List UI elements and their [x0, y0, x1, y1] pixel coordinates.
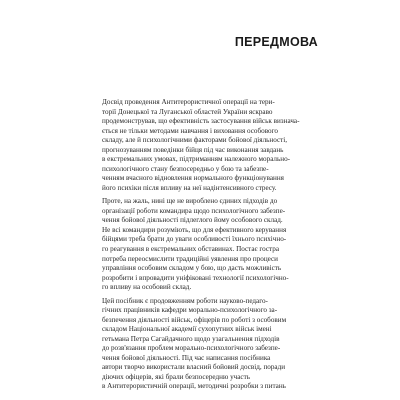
text-line: бійцями треба брати до уваги особливості їхнього психічно- [102, 235, 287, 244]
paragraph-2 [102, 197, 328, 292]
text-line: безпечення діяльності військ, офіцерів по роботі з особовим [102, 315, 287, 324]
text-line: прогнозуванням поведінки бійця під час виконання завдань [102, 145, 284, 154]
text-line: управління особовим складом у бою, що дасть можливість [102, 264, 282, 273]
text-line: гічних працівників кафедри морально-психологічного за- [102, 306, 278, 315]
body-text [102, 98, 328, 392]
text-line: в екстремальних умовах, підтриманням належного морально- [102, 155, 291, 164]
text-line: розробити і впровадити уніфіковані технології психологічно- [102, 273, 289, 282]
text-line: потреба переосмислити традиційні уявлення про процеси [102, 254, 278, 263]
text-line: чення бойової діяльності підлеглого йому особового склад. [102, 216, 283, 225]
text-line: організації роботи командира щодо психологічного забезпе- [102, 206, 286, 215]
text-line: Не всі командири розуміють, що для ефективного керування [102, 225, 287, 234]
text-line: до розв'язання проблем морально-психологічного забезпе- [102, 344, 281, 353]
text-line: продемонстрував, що ефективність застосування військ визнача- [102, 117, 300, 126]
text-line: торії Донецької та Луганської областей України яскраво [102, 107, 273, 116]
paragraph-3 [102, 297, 328, 392]
text-line: ється не тільки методами навчання і виховання особового [102, 126, 278, 135]
text-line: го реагування в екстремальних обставинах. Постає гостра [102, 245, 280, 253]
text-line: складу, але й психологічними факторами бойової діяльності, [102, 136, 288, 145]
text-line: Цей посібник є продовженням роботи науково-педаго- [102, 296, 268, 305]
text-line: його психіки після впливу на неї надінтенсивного стресу. [102, 183, 277, 192]
text-line: Досвід проведення Антитерористичної операції на тери- [102, 98, 275, 106]
text-line: психологічного стану безпосередньо у бою та забезпе- [102, 164, 269, 173]
text-line: автори творчо використали власний бойовий досвід, поради [102, 363, 286, 372]
text-line: чення бойової діяльності. Під час написання посібника [102, 353, 271, 362]
text-line: складом Національної академії сухопутних військ імені [102, 325, 272, 334]
paragraph-1 [102, 98, 328, 193]
text-line: го впливу на особовий склад. [102, 283, 192, 292]
text-line: в Антитерористичній операції, методичні розробки з питань [102, 382, 286, 391]
text-line: ченням вчасного відновлення нормального функціонування [102, 174, 284, 183]
text-line: Проте, на жаль, нині ще не вироблено єдиних підходів до [102, 197, 278, 206]
text-line: діючих офіцерів, які брали безпосередню участь [102, 372, 250, 381]
page-title: ПЕРЕДМОВА [234, 35, 318, 49]
text-line: гетьмана Петра Сагайдачного щодо узагальнення підходів [102, 334, 280, 343]
